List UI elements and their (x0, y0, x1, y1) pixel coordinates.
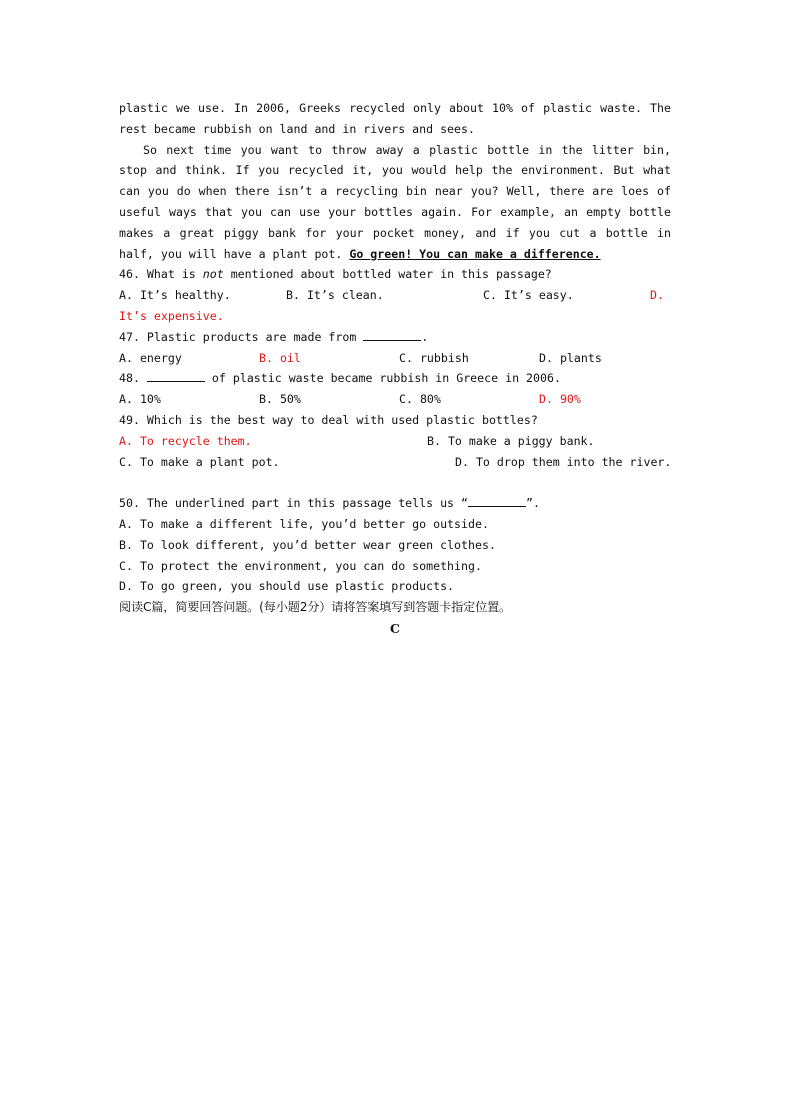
question-48-stem: 48. of plastic waste became rubbish in Greece in 2006. (119, 371, 561, 386)
passage-line: plastic we use. In 2006, Greeks recycled only about 10% of plastic waste. The (119, 101, 671, 115)
option-c: C. It’s easy. (483, 288, 574, 303)
option-a: A. To make a different life, you’d better go outside. (119, 516, 489, 531)
question-49-options-row1 (119, 431, 671, 452)
question-49-stem: 49. Which is the best way to deal with used plastic bottles? (119, 412, 538, 427)
option-c: C. 80% (399, 392, 441, 407)
question-49-options-row2 (119, 452, 671, 473)
passage-line: useful ways that you can use your bottles again. For example, an empty bottle (119, 204, 671, 219)
passage-line (119, 244, 671, 265)
option-a: A. 10% (119, 392, 161, 407)
option-d: D. plants (539, 350, 602, 365)
option-b: B. To look different, you’d better wear green clothes. (119, 537, 496, 552)
option-d: D. To drop them into the river. (455, 454, 672, 469)
answer-blank (468, 494, 526, 507)
option-b: B. To make a piggy bank. (427, 433, 595, 448)
question-47-stem: 47. Plastic products are made from . (119, 329, 429, 344)
question-47-options (119, 348, 671, 369)
question-48-options (119, 389, 671, 410)
option-a: A. energy (119, 350, 182, 365)
option-d-answer: D. (650, 288, 664, 303)
answer-blank (363, 328, 421, 341)
passage-line: can you do when there isn’t a recycling bin near you? Well, there are loes of (119, 184, 671, 199)
section-c-heading: C (390, 621, 400, 637)
question-46-options (119, 285, 671, 306)
option-d-answer: D. 90% (539, 392, 581, 407)
passage-text: half, you will have a plant pot. (119, 246, 343, 261)
underlined-sentence: Go green! You can make a difference. (349, 246, 601, 261)
question-50-stem: 50. The underlined part in this passage tells us “ ”. (119, 496, 540, 511)
option-c: C. rubbish (399, 350, 469, 365)
option-d: D. To go green, you should use plastic products. (119, 579, 455, 594)
passage-line: So next time you want to throw away a plastic bottle in the litter bin, (143, 142, 671, 157)
option-b: B. 50% (259, 392, 301, 407)
option-b: B. It’s clean. (286, 288, 384, 303)
option-b-answer: B. oil (259, 350, 301, 365)
option-c-answer: C. To protect the environment, you can do something. (119, 558, 482, 573)
document-page (119, 98, 671, 640)
passage-line: rest became rubbish on land and in rivers and sees. (119, 121, 475, 136)
option-a: A. It’s healthy. (119, 288, 231, 303)
option-c: C. To make a plant pot. (119, 454, 280, 469)
emphasis-not: not (202, 267, 224, 282)
option-a-answer: A. To recycle them. (119, 433, 252, 448)
question-46-stem: 46. What is not mentioned about bottled water in this passage? (119, 267, 552, 282)
passage-line: makes a great piggy bank for your pocket money, and if you cut a bottle in (119, 225, 671, 240)
option-d-answer-continued: It’s expensive. (119, 308, 224, 323)
answer-blank (147, 369, 205, 382)
passage-line: stop and think. If you recycled it, you would help the environment. But what (119, 163, 671, 178)
section-c-instruction: 阅读C篇，简要回答问题。(每小题2分）请将答案填写到答题卡指定位置。 (119, 600, 512, 615)
